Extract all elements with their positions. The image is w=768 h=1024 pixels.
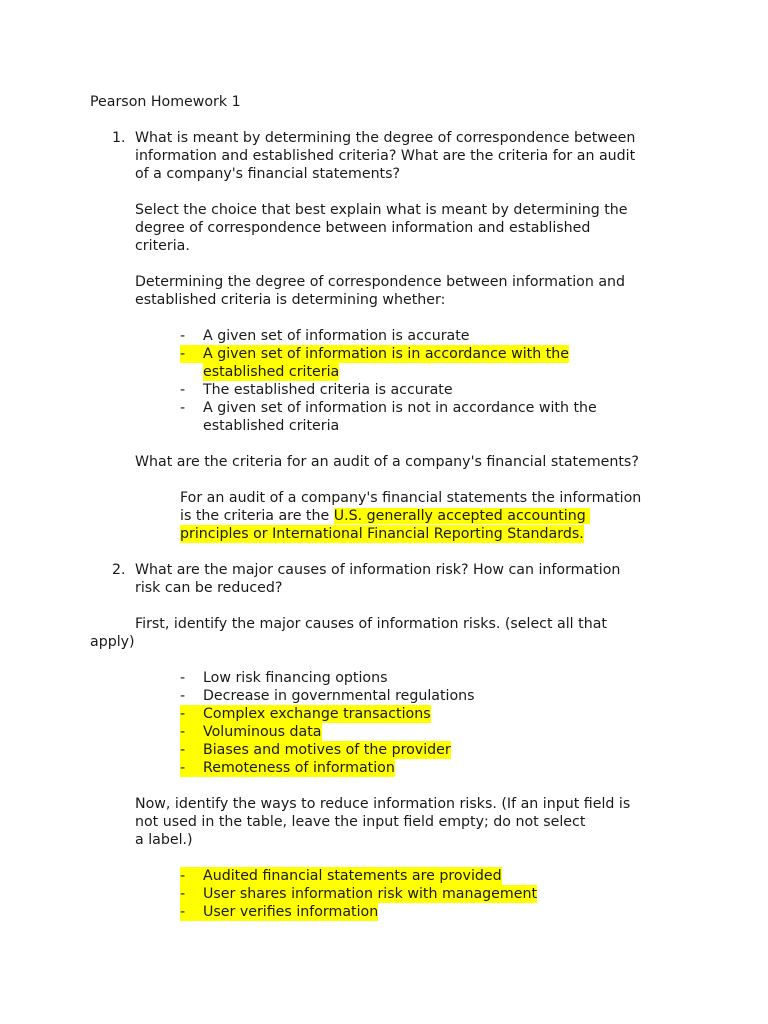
- q1-option-correct: A given set of information is in accordance with the: [203, 346, 570, 362]
- q1-option-correct: established criteria: [203, 364, 340, 380]
- q1-option: The established criteria is accurate: [203, 382, 453, 398]
- list-bullet: -: [180, 705, 203, 723]
- q1-question-line: of a company's financial statements?: [135, 166, 401, 182]
- q1-prompt-line: Determining the degree of correspondence between information and: [135, 274, 626, 290]
- q2-number: 2.: [112, 562, 126, 578]
- q2-cause: Low risk financing options: [203, 670, 388, 686]
- q2-cause-correct: Remoteness of information: [203, 760, 395, 776]
- q1-answer-line: [180, 507, 590, 525]
- document-title: Pearson Homework 1: [90, 94, 241, 110]
- list-bullet: -: [180, 903, 203, 921]
- q1-prompt-line: What are the criteria for an audit of a company's financial statements?: [135, 454, 639, 470]
- list-bullet: -: [180, 670, 186, 686]
- q1-answer-highlight: principles or International Financial Reporting Standards.: [180, 526, 584, 542]
- q2-prompt-line: not used in the table, leave the input field empty; do not select: [135, 814, 586, 830]
- list-bullet: -: [180, 759, 203, 777]
- q1-answer-plain: is the criteria are the: [180, 508, 334, 524]
- q2-cause-correct: Voluminous data: [203, 724, 322, 740]
- list-bullet: -: [180, 688, 186, 704]
- list-bullet: -: [180, 400, 186, 416]
- q2-question-line: What are the major causes of information risk? How can information: [135, 562, 621, 578]
- q1-question-line: information and established criteria? What are the criteria for an audit: [135, 148, 636, 164]
- q2-prompt-line: Now, identify the ways to reduce information risks. (If an input field is: [135, 796, 631, 812]
- list-bullet: -: [180, 741, 203, 759]
- q2-prompt-line: apply): [90, 634, 135, 650]
- q2-reduction-correct: Audited financial statements are provided: [203, 868, 502, 884]
- list-bullet: -: [180, 382, 186, 398]
- q2-cause: Decrease in governmental regulations: [203, 688, 475, 704]
- q2-prompt-line: First, identify the major causes of information risks. (select all that: [135, 616, 607, 632]
- list-bullet: -: [180, 723, 203, 741]
- q2-reduction-correct: User verifies information: [203, 904, 379, 920]
- q1-question-line: What is meant by determining the degree of correspondence between: [135, 130, 636, 146]
- q2-prompt-line: a label.): [135, 832, 193, 848]
- q1-answer-line: For an audit of a company's financial statements the information: [180, 490, 642, 506]
- q1-answer-highlight: U.S. generally accepted accounting: [333, 508, 591, 524]
- q1-option: A given set of information is not in accordance with the: [203, 400, 597, 416]
- list-bullet: -: [180, 328, 186, 344]
- q2-reduction-correct: User shares information risk with management: [203, 886, 538, 902]
- q1-prompt-line: established criteria is determining whether:: [135, 292, 446, 308]
- list-bullet: -: [180, 867, 203, 885]
- q1-prompt-line: degree of correspondence between information and established: [135, 220, 591, 236]
- q1-number: 1.: [112, 130, 126, 146]
- list-bullet: -: [180, 885, 203, 903]
- q1-prompt-line: criteria.: [135, 238, 190, 254]
- q2-cause-correct: Complex exchange transactions: [203, 706, 431, 722]
- list-bullet: -: [180, 345, 203, 363]
- q2-question-line: risk can be reduced?: [135, 580, 283, 596]
- q2-cause-correct: Biases and motives of the provider: [203, 742, 451, 758]
- q1-prompt-line: Select the choice that best explain what is meant by determining the: [135, 202, 628, 218]
- q1-option: established criteria: [203, 418, 340, 434]
- q1-option: A given set of information is accurate: [203, 328, 470, 344]
